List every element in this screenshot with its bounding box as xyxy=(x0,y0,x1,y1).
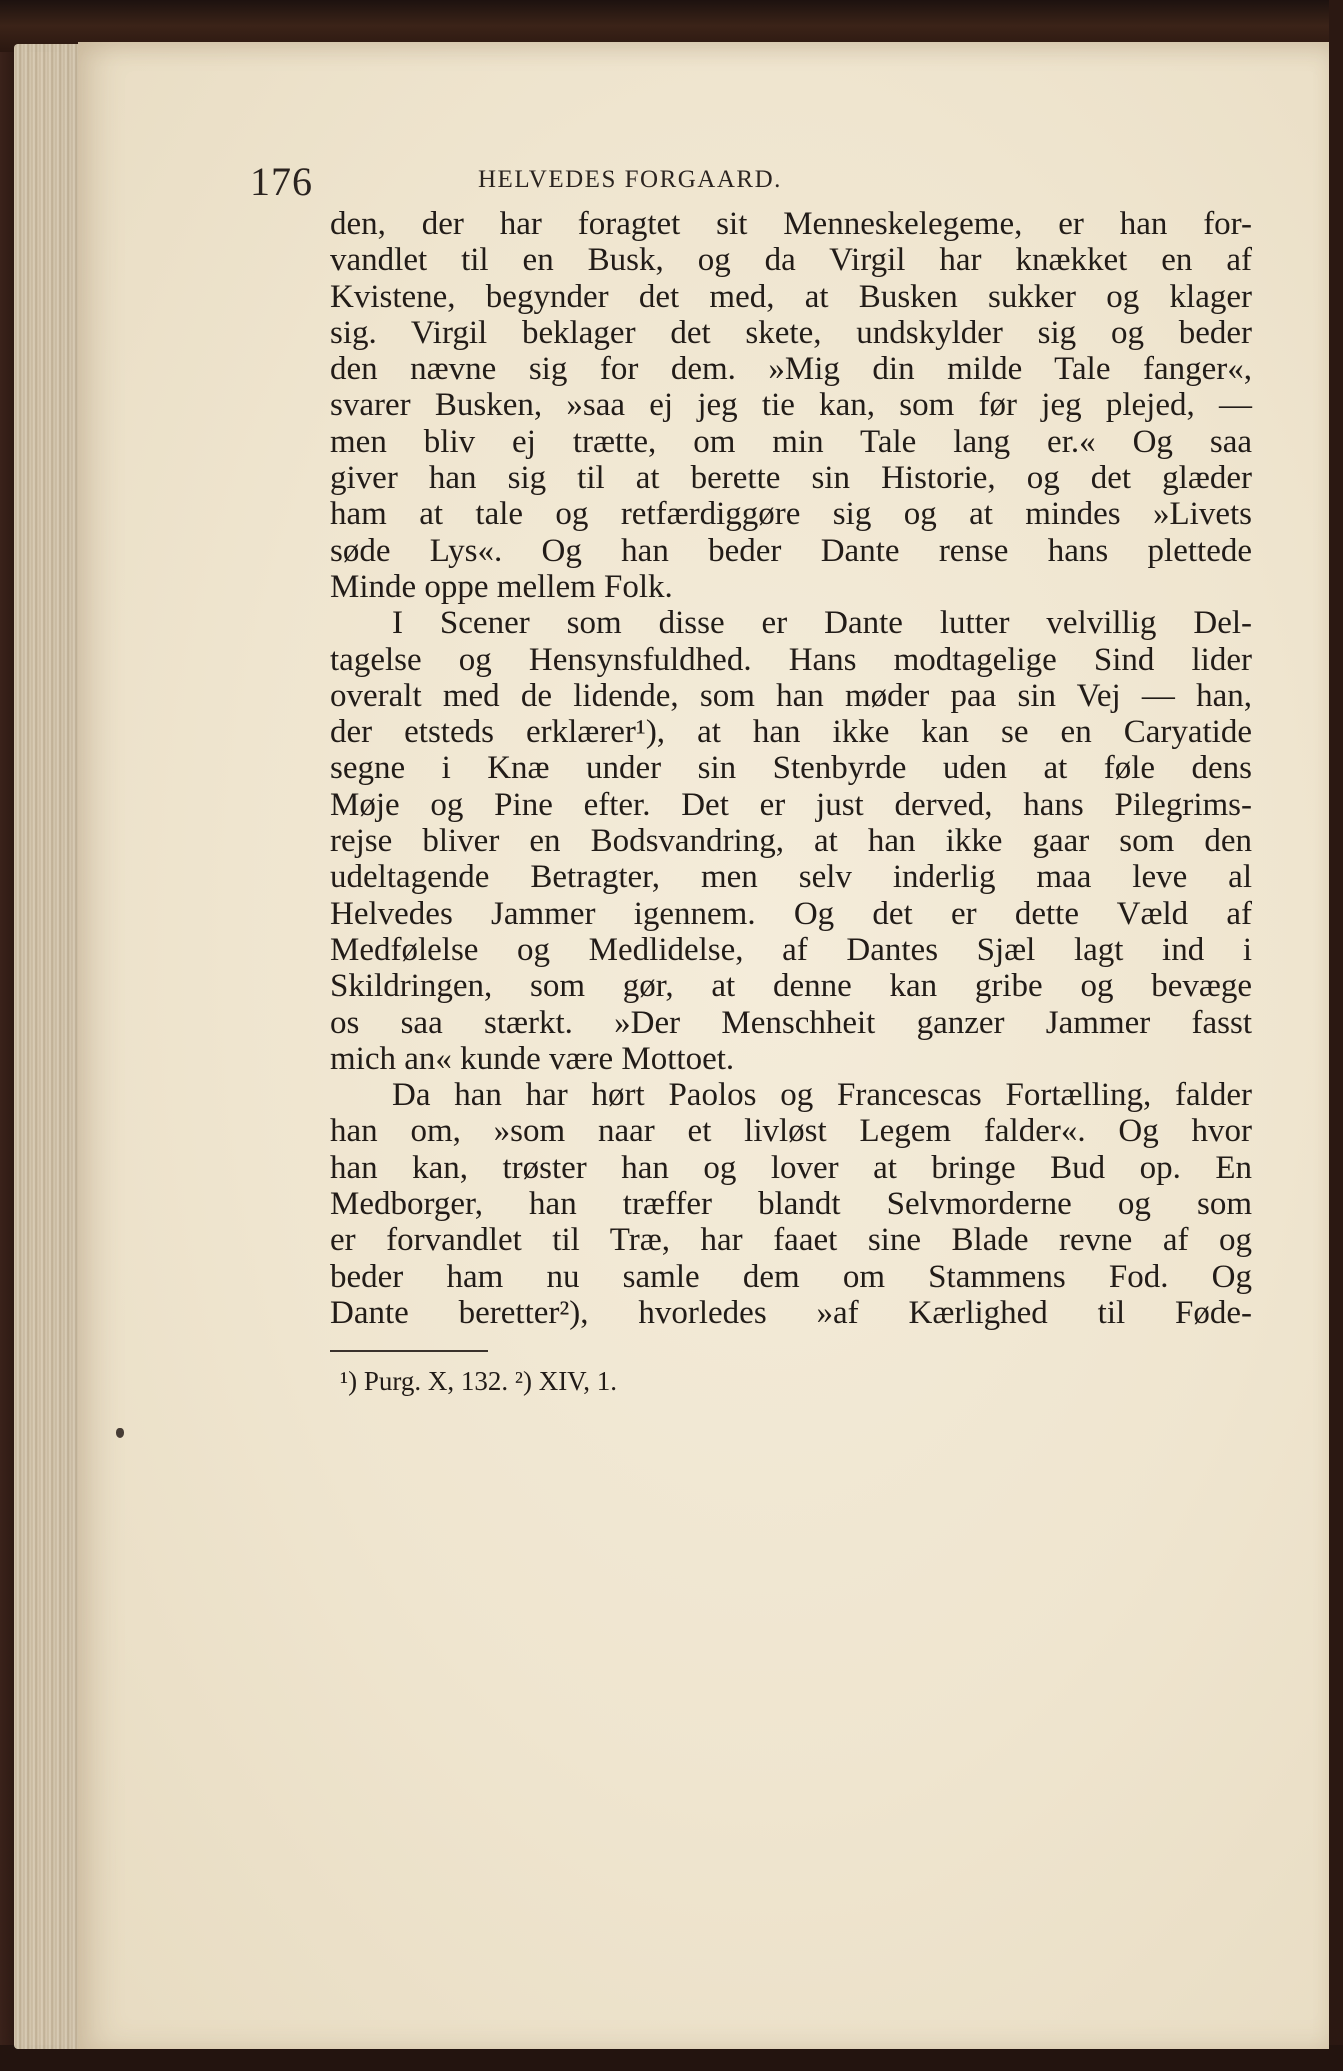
footnote-divider xyxy=(330,1350,488,1352)
text-line: Medborger, han træffer blandt Selvmorderne og som xyxy=(330,1186,1252,1223)
text-line: men bliv ej trætte, om min Tale lang er.« Og saa xyxy=(330,423,1252,460)
text-line: beder ham nu samle dem om Stammens Fod. Og xyxy=(330,1258,1252,1295)
text-line: giver han sig til at berette sin Historie, og det glæder xyxy=(330,460,1252,497)
paragraph-3 xyxy=(330,1077,1252,1331)
ink-speck xyxy=(116,1428,124,1438)
text-line: ham at tale og retfærdiggøre sig og at mindes »Livets xyxy=(330,496,1252,533)
text-line: Minde oppe mellem Folk. xyxy=(330,568,673,605)
text-line: Medfølelse og Medlidelse, af Dantes Sjæl lagt ind i xyxy=(330,931,1252,968)
text-line: Møje og Pine efter. Det er just derved, hans Pilegrims- xyxy=(330,786,1252,823)
text-line: overalt med de lidende, som han møder paa sin Vej — han, xyxy=(330,677,1252,714)
text-line: Dante beretter²), hvorledes »af Kærlighed til Føde- xyxy=(330,1294,1252,1331)
text-line: udeltagende Betragter, men selv inderlig maa leve al xyxy=(330,859,1252,896)
footnote: ¹) Purg. X, 132. ²) XIV, 1. xyxy=(340,1366,617,1396)
text-line: segne i Knæ under sin Stenbyrde uden at føle dens xyxy=(330,750,1252,787)
text-line: Helvedes Jammer igennem. Og det er dette Væld af xyxy=(330,895,1252,932)
text-line: vandlet til en Busk, og da Virgil har knækket en af xyxy=(330,242,1252,279)
text-line: den nævne sig for dem. »Mig din milde Tale fanger«, xyxy=(330,351,1252,388)
text-line: han om, »som naar et livløst Legem falder«. Og hvor xyxy=(330,1113,1252,1150)
text-line: den, der har foragtet sit Menneskelegeme, er han for- xyxy=(330,206,1252,242)
page-stack-edges xyxy=(14,44,84,2049)
page-number: 176 xyxy=(250,159,313,204)
paragraph-1 xyxy=(330,206,1252,605)
text-line: os saa stærkt. »Der Menschheit ganzer Jammer fasst xyxy=(330,1004,1252,1041)
page-header xyxy=(250,158,950,208)
text-line: er forvandlet til Træ, har faaet sine Blade revne af og xyxy=(330,1222,1252,1259)
text-line: Skildringen, som gør, at denne kan gribe og bevæge xyxy=(330,968,1252,1005)
text-line: søde Lys«. Og han beder Dante rense hans plettede xyxy=(330,532,1252,569)
text-line: mich an« kunde være Mottoet. xyxy=(330,1040,735,1077)
paragraph-2 xyxy=(330,605,1252,1077)
book-cover-right-edge xyxy=(1329,0,1343,2071)
text-line: Da han har hørt Paolos og Francescas Fortælling, falder xyxy=(392,1077,1252,1114)
text-line: han kan, trøster han og lover at bringe Bud op. En xyxy=(330,1149,1252,1186)
text-line: der etsteds erklærer¹), at han ikke kan se en Caryatide xyxy=(330,714,1252,751)
running-head: HELVEDES FORGAARD. xyxy=(478,166,782,193)
text-line: svarer Busken, »saa ej jeg tie kan, som før jeg plejed, — xyxy=(330,387,1252,424)
text-line: I Scener som disse er Dante lutter velvillig Del- xyxy=(392,605,1252,642)
text-line: Kvistene, begynder det med, at Busken sukker og klager xyxy=(330,278,1252,315)
text-line: tagelse og Hensynsfuldhed. Hans modtagelige Sind lider xyxy=(330,641,1252,678)
text-line: sig. Virgil beklager det skete, undskylder sig og beder xyxy=(330,314,1252,351)
text-line: rejse bliver en Bodsvandring, at han ikke gaar som den xyxy=(330,823,1252,860)
body-text xyxy=(330,206,1252,1331)
